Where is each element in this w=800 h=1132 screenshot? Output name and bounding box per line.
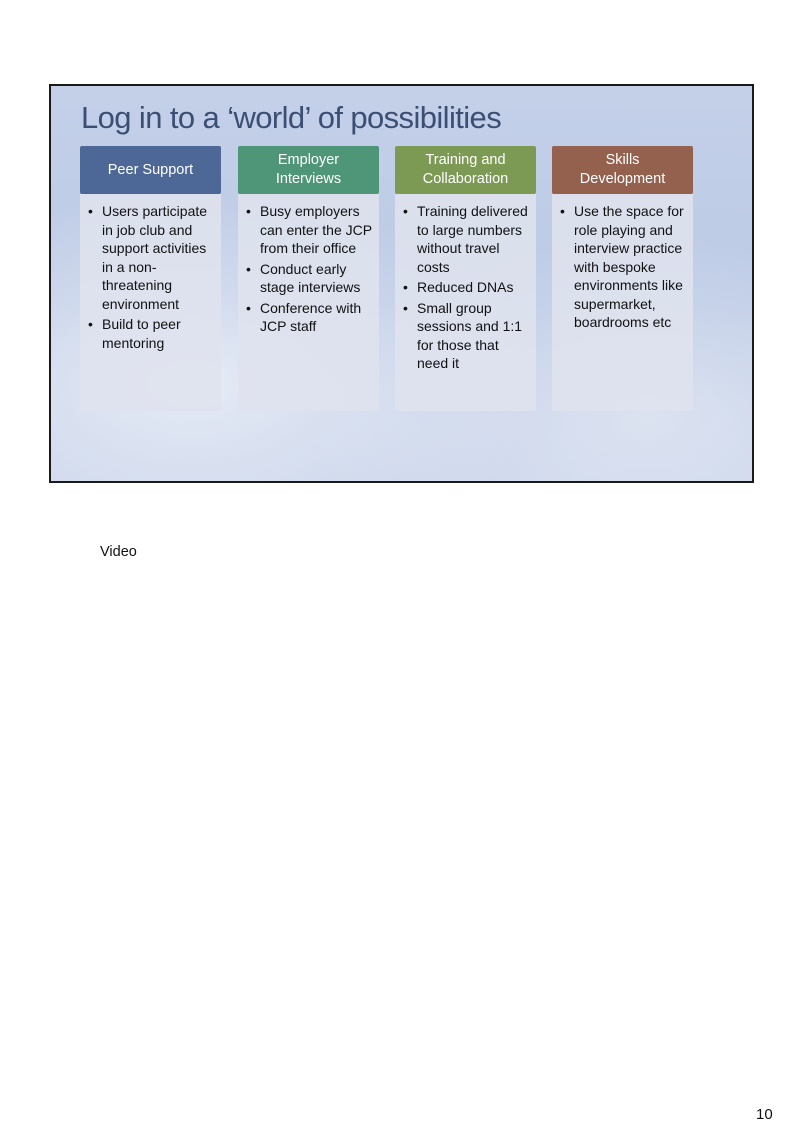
slide-title: Log in to a ‘world’ of possibilities bbox=[81, 100, 502, 135]
column-body bbox=[395, 194, 536, 411]
bullet-item: • Reduced DNAs bbox=[403, 278, 530, 297]
bullet-list bbox=[403, 202, 530, 373]
column-skills-development bbox=[552, 146, 693, 411]
page-number: 10 bbox=[756, 1106, 773, 1123]
column-header: Employer Interviews bbox=[238, 146, 379, 194]
bullet-item: • Conduct early stage interviews bbox=[246, 260, 373, 297]
bullet-item: • Conference with JCP staff bbox=[246, 299, 373, 336]
bullet-list bbox=[246, 202, 373, 336]
bullet-item: • Users participate in job club and support activities in a non-threatening environment bbox=[88, 202, 215, 313]
column-body bbox=[80, 194, 221, 411]
column-peer-support bbox=[80, 146, 221, 411]
slide bbox=[49, 84, 754, 483]
column-training-collaboration bbox=[395, 146, 536, 411]
column-body bbox=[238, 194, 379, 411]
column-header: Skills Development bbox=[552, 146, 693, 194]
bullet-list bbox=[88, 202, 215, 352]
bullet-item: • Use the space for role playing and interview practice with bespoke environments like supermarket, boardrooms etc bbox=[560, 202, 687, 332]
column-header: Training and Collaboration bbox=[395, 146, 536, 194]
column-body bbox=[552, 194, 693, 411]
bullet-list bbox=[560, 202, 687, 332]
bullet-item: • Build to peer mentoring bbox=[88, 315, 215, 352]
column-header: Peer Support bbox=[80, 146, 221, 194]
column-employer-interviews bbox=[238, 146, 379, 411]
notes-caption: Video bbox=[100, 544, 137, 560]
bullet-item: • Busy employers can enter the JCP from their office bbox=[246, 202, 373, 258]
bullet-item: • Training delivered to large numbers without travel costs bbox=[403, 202, 530, 276]
bullet-item: • Small group sessions and 1:1 for those that need it bbox=[403, 299, 530, 373]
